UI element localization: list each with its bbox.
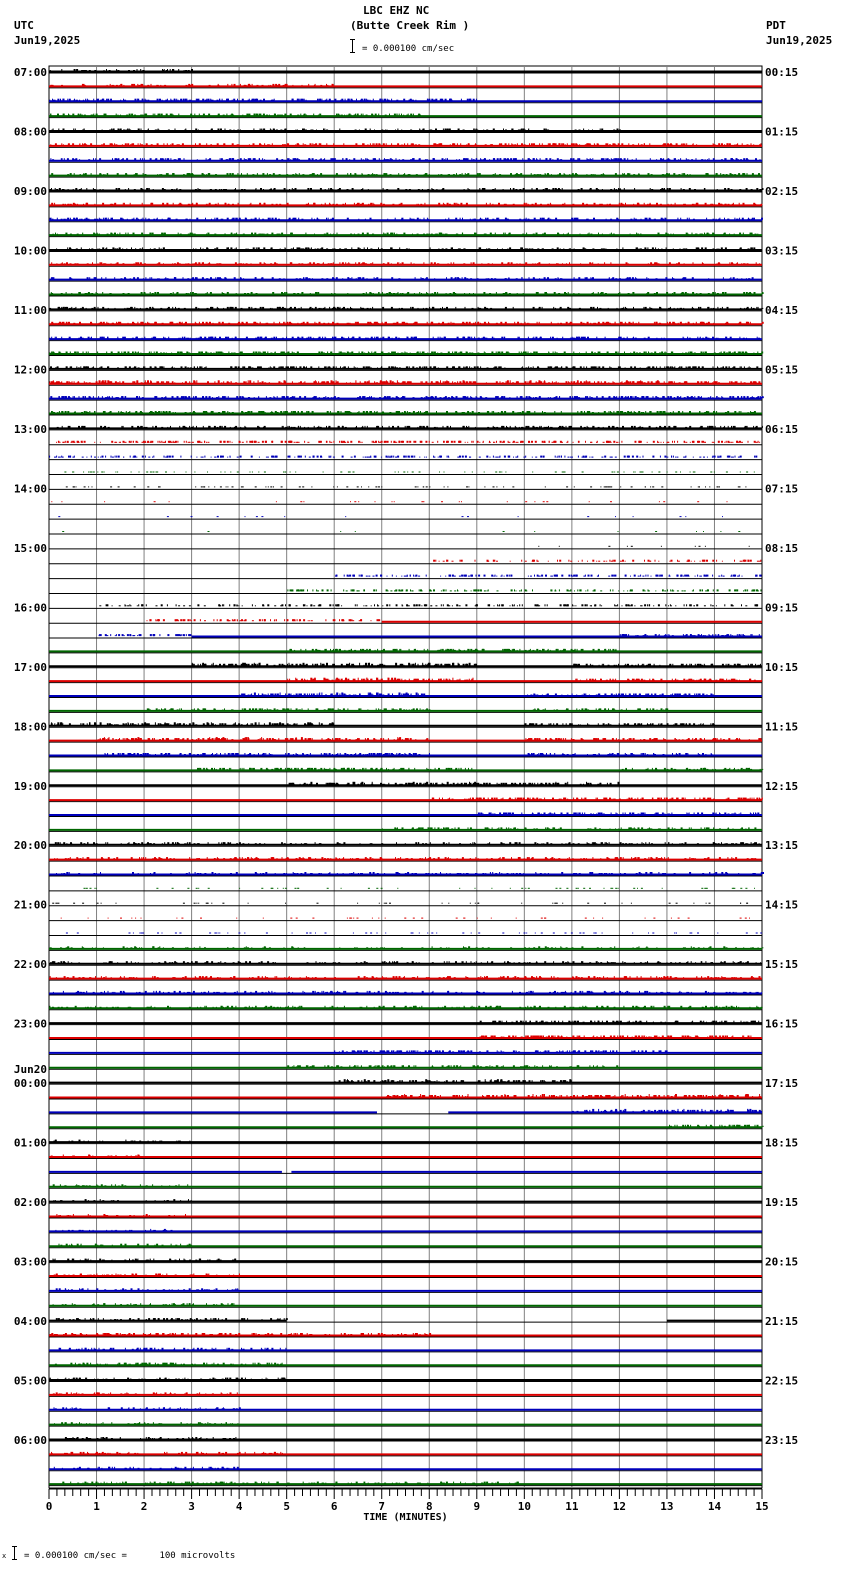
trace-row	[49, 1348, 762, 1352]
utc-hour-label: 00:00	[13, 1077, 47, 1091]
trace-row	[49, 233, 762, 237]
pdt-hour-label: 13:15	[765, 839, 799, 853]
trace-row	[49, 501, 762, 504]
pdt-hour-label: 14:15	[765, 898, 799, 912]
trace-row	[49, 933, 762, 936]
utc-hour-label: 12:00	[13, 363, 47, 377]
x-tick-label: 14	[707, 1500, 722, 1513]
trace-row	[49, 1184, 762, 1188]
trace-row	[49, 247, 762, 251]
left-date: Jun19,2025	[14, 34, 81, 47]
trace-row	[49, 546, 762, 549]
x-tick-label: 10	[517, 1500, 531, 1513]
pdt-hour-label: 12:15	[765, 779, 799, 793]
x-tick-label: 3	[188, 1500, 195, 1513]
x-tick-label: 8	[425, 1500, 433, 1513]
trace-row	[49, 1467, 762, 1471]
right-timezone: PDT	[766, 19, 786, 32]
pdt-hour-label: 04:15	[765, 303, 799, 317]
trace-row	[49, 589, 762, 593]
utc-hour-label: 17:00	[13, 660, 47, 674]
pdt-hour-label: 21:15	[765, 1315, 799, 1329]
right-date: Jun19,2025	[766, 34, 833, 47]
pdt-hour-label: 10:15	[765, 660, 799, 674]
x-tick-label: 2	[140, 1500, 148, 1513]
utc-hour-label: 16:00	[13, 601, 47, 615]
trace-row	[49, 1079, 762, 1084]
trace-row	[49, 1452, 762, 1456]
trace-row	[49, 1407, 762, 1411]
trace-row	[49, 516, 762, 519]
x-axis-title: TIME (MINUTES)	[363, 1512, 448, 1523]
pdt-hour-label: 23:15	[765, 1434, 799, 1448]
trace-row	[49, 129, 762, 133]
trace-row	[49, 842, 762, 846]
utc-hour-label: 11:00	[13, 303, 47, 317]
trace-row	[49, 380, 762, 385]
trace-row	[49, 1172, 762, 1174]
x-tick-label: 9	[473, 1500, 481, 1513]
trace-row	[49, 991, 762, 995]
pdt-hour-label: 19:15	[765, 1196, 799, 1210]
utc-hour-label: 18:00	[13, 720, 47, 734]
trace-row	[49, 1259, 762, 1263]
trace-row	[49, 218, 763, 222]
trace-row	[49, 560, 762, 564]
trace-row	[49, 813, 762, 817]
pdt-hour-label: 11:15	[765, 720, 799, 734]
x-tick-label: 1	[93, 1500, 100, 1513]
utc-date-label: Jun20	[13, 1063, 47, 1077]
trace-row	[49, 1363, 762, 1367]
trace-row	[49, 277, 762, 281]
utc-hour-label: 08:00	[13, 125, 47, 139]
trace-row	[49, 575, 762, 579]
trace-row	[49, 411, 762, 415]
trace-row	[49, 1155, 762, 1159]
pdt-hour-label: 07:15	[765, 482, 799, 496]
trace-row	[49, 1125, 764, 1129]
pdt-hour-label: 01:15	[765, 125, 799, 139]
trace-row	[49, 782, 762, 787]
footer-scale-text: = 0.000100 cm/sec = 100 microvolts	[24, 1551, 236, 1561]
trace-row	[49, 531, 762, 534]
trace-row	[49, 888, 762, 891]
trace-row	[49, 1140, 762, 1144]
station-title: LBC EHZ NC	[363, 4, 430, 17]
trace-row	[49, 84, 762, 88]
pdt-hour-label: 15:15	[765, 958, 799, 972]
trace-row	[49, 827, 762, 831]
trace-row	[49, 1065, 762, 1069]
trace-row	[49, 903, 762, 906]
x-tick-label: 7	[378, 1500, 386, 1513]
trace-row	[49, 663, 762, 668]
trace-row	[49, 426, 763, 430]
utc-hour-label: 13:00	[13, 422, 47, 436]
trace-row	[49, 203, 763, 207]
trace-row	[49, 649, 762, 653]
trace-row	[49, 337, 762, 341]
trace-row	[49, 1199, 762, 1203]
trace-row	[49, 1303, 762, 1307]
trace-row	[49, 1244, 762, 1248]
utc-hour-label: 02:00	[13, 1196, 47, 1210]
trace-row	[49, 918, 762, 921]
pdt-hour-label: 08:15	[765, 541, 799, 555]
x-tick-label: 13	[660, 1500, 674, 1513]
utc-hour-label: 21:00	[13, 898, 47, 912]
utc-hour-label: 14:00	[13, 482, 47, 496]
trace-row	[49, 604, 762, 608]
x-tick-label: 4	[235, 1500, 243, 1513]
trace-row	[49, 1392, 762, 1396]
trace-row	[49, 188, 764, 192]
pdt-hour-label: 17:15	[765, 1077, 799, 1091]
trace-row	[49, 1288, 762, 1292]
trace-row	[49, 352, 763, 356]
station-location: (Butte Creek Rim )	[350, 19, 470, 32]
left-timezone: UTC	[14, 19, 34, 32]
x-tick-label: 15	[755, 1500, 769, 1513]
trace-row	[49, 1050, 762, 1054]
x-tick-label: 5	[283, 1500, 290, 1513]
trace-row	[49, 872, 764, 876]
trace-row	[49, 693, 762, 698]
utc-hour-label: 05:00	[13, 1374, 47, 1388]
trace-row	[49, 1021, 762, 1025]
trace-row	[49, 456, 762, 460]
trace-row	[49, 441, 762, 445]
trace-row	[49, 976, 762, 980]
utc-hour-label: 09:00	[13, 184, 47, 198]
utc-hour-label: 01:00	[13, 1136, 47, 1150]
trace-row	[49, 1318, 762, 1322]
pdt-hour-label: 02:15	[765, 184, 799, 198]
trace-row	[49, 722, 762, 727]
x-tick-label: 11	[565, 1500, 579, 1513]
trace-row	[49, 262, 762, 266]
trace-row	[49, 737, 762, 742]
trace-row	[49, 1109, 762, 1114]
trace-row	[49, 1378, 762, 1382]
trace-row	[49, 753, 762, 757]
utc-hour-label: 22:00	[13, 958, 47, 972]
trace-row	[49, 708, 762, 712]
trace-row	[49, 173, 762, 177]
utc-hour-label: 20:00	[13, 839, 47, 853]
trace-row	[49, 1333, 762, 1337]
trace-row	[49, 99, 762, 103]
trace-row	[49, 292, 764, 296]
trace-row	[49, 619, 762, 623]
trace-row	[49, 158, 762, 162]
trace-row	[49, 1229, 762, 1233]
utc-hour-label: 03:00	[13, 1255, 47, 1269]
utc-hour-label: 15:00	[13, 541, 47, 555]
trace-row	[49, 1094, 762, 1099]
utc-hour-label: 07:00	[13, 66, 47, 79]
utc-hour-label: 19:00	[13, 779, 47, 793]
trace-row	[49, 857, 762, 861]
pdt-hour-label: 06:15	[765, 422, 799, 436]
utc-hour-label: 10:00	[13, 244, 47, 258]
pdt-hour-label: 09:15	[765, 601, 799, 615]
trace-row	[49, 1274, 762, 1278]
trace-row	[49, 366, 762, 370]
trace-row	[49, 798, 763, 802]
pdt-hour-label: 18:15	[765, 1136, 799, 1150]
pdt-hour-label: 16:15	[765, 1017, 799, 1031]
trace-row	[49, 322, 764, 326]
trace-row	[49, 634, 762, 638]
trace-row	[49, 472, 762, 475]
trace-row	[49, 946, 763, 950]
trace-row	[49, 114, 762, 118]
pdt-hour-label: 22:15	[765, 1374, 799, 1388]
trace-row	[49, 1214, 762, 1218]
pdt-hour-label: 03:15	[765, 244, 799, 258]
trace-row	[49, 961, 762, 965]
utc-hour-label: 04:00	[13, 1315, 47, 1329]
utc-hour-label: 23:00	[13, 1017, 47, 1031]
footer-scale-bar-icon	[14, 1546, 15, 1560]
trace-row	[49, 1422, 762, 1426]
x-tick-label: 12	[612, 1500, 627, 1513]
x-tick-label: 6	[330, 1500, 338, 1513]
trace-row	[49, 143, 762, 147]
pdt-hour-label: 05:15	[765, 363, 799, 377]
trace-row	[49, 307, 763, 311]
trace-row	[49, 486, 762, 489]
x-tick-label: 0	[45, 1500, 53, 1513]
trace-row	[49, 1437, 762, 1441]
trace-row	[49, 768, 763, 772]
scale-label: = 0.000100 cm/sec	[362, 44, 455, 54]
utc-hour-label: 06:00	[13, 1434, 47, 1448]
trace-row	[49, 1006, 763, 1010]
trace-row	[49, 678, 762, 683]
pdt-hour-label: 00:15	[765, 66, 799, 79]
trace-row	[49, 1036, 762, 1040]
trace-row	[49, 69, 762, 73]
trace-row	[49, 396, 764, 400]
footer-scale-prefix: x	[2, 1552, 7, 1560]
trace-row	[49, 1482, 762, 1486]
pdt-hour-label: 20:15	[765, 1255, 799, 1269]
